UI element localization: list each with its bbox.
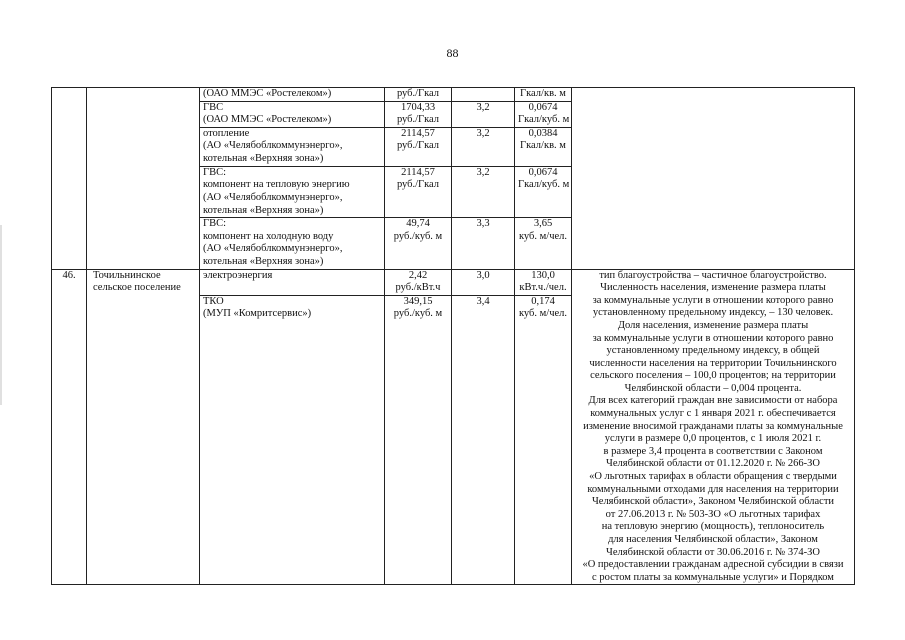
cell-text-line: Численность населения, изменение размера платы bbox=[600, 282, 826, 294]
cell-text-line: (ОАО ММЭС «Ростелеком») bbox=[203, 88, 332, 99]
cell-text-line: с ростом платы за коммунальные услуги» и Порядком bbox=[592, 571, 834, 583]
service-cell bbox=[200, 127, 385, 166]
cell-text-line: коммунальных услуг с 1 января 2021 г. обеспечивается bbox=[590, 408, 836, 420]
cell-text-line: котельная «Верхняя зона») bbox=[203, 204, 324, 216]
cell-text-line: сельское поселение bbox=[93, 282, 181, 294]
table-row bbox=[52, 88, 855, 102]
index-cell: 3,4 bbox=[452, 295, 515, 585]
cell-text-line: коммунальными отходами для населения на территории bbox=[587, 483, 839, 495]
volume-cell bbox=[515, 88, 572, 102]
cell-text-line: котельная «Верхняя зона») bbox=[203, 255, 324, 267]
cell-text-line: сельского поселения – 100,0 процентов; на территории bbox=[590, 370, 836, 382]
index-cell: 3,0 bbox=[452, 269, 515, 295]
cell-text-line: Челябинской области», Законом Челябинской области bbox=[591, 496, 835, 508]
cell-text-line: Гкал/куб. м bbox=[518, 179, 570, 191]
cell-text-line: руб./куб. м bbox=[393, 308, 443, 320]
cell-text-line: 3,65 bbox=[533, 218, 553, 230]
cell-text-line: отопление bbox=[203, 127, 250, 139]
cell-text-line: электроэнергия bbox=[203, 269, 273, 281]
service-cell bbox=[200, 88, 385, 102]
volume-cell bbox=[515, 269, 572, 295]
cell-text-line: 49,74 bbox=[406, 218, 430, 230]
cell-text-line: компонент на тепловую энергию bbox=[203, 179, 350, 191]
price-cell bbox=[385, 88, 452, 102]
index-cell: 3,2 bbox=[452, 101, 515, 127]
cell-text-line: Челябинской области от 01.12.2020 г. № 266-ЗО bbox=[606, 458, 820, 470]
cell-text-line: Точильнинское bbox=[93, 269, 161, 281]
cell-text-line: куб. м/чел. bbox=[518, 230, 568, 242]
service-cell bbox=[200, 218, 385, 269]
volume-cell bbox=[515, 218, 572, 269]
cell-text-line: установленному предельному индексу, – 130 человек. bbox=[592, 307, 834, 319]
cell-text-line: Челябинской области от 30.06.2016 г. № 374-ЗО bbox=[606, 546, 820, 558]
cell-text-line: от 27.06.2013 г. № 503-ЗО «О льготных тарифах bbox=[605, 508, 821, 520]
page-number: 88 bbox=[446, 46, 459, 60]
cell-text-line: Доля населения, изменение размера платы bbox=[617, 319, 809, 331]
cell-text-line: (АО «Челябоблкоммунэнерго», bbox=[203, 140, 343, 152]
cell-text-line: ГВС: bbox=[203, 166, 226, 178]
cell-text-line: руб./Гкал bbox=[396, 140, 440, 152]
cell-text-line: ТКО bbox=[203, 295, 224, 307]
cell-text-line: (ОАО ММЭС «Ростелеком») bbox=[203, 114, 332, 126]
scan-edge-shadow bbox=[0, 225, 2, 405]
cell-text-line: (АО «Челябоблкоммунэнерго», bbox=[203, 243, 343, 255]
price-cell bbox=[385, 127, 452, 166]
price-cell bbox=[385, 101, 452, 127]
cell-text-line: 0,0674 bbox=[528, 166, 558, 178]
table-row bbox=[52, 269, 855, 295]
price-cell bbox=[385, 166, 452, 217]
note-cell bbox=[572, 88, 855, 270]
cell-text-line: Гкал/кв. м bbox=[520, 88, 566, 99]
cell-text-line: Челябинской области – 0,004 процента. bbox=[624, 382, 802, 394]
cell-text-line: руб./Гкал bbox=[396, 114, 440, 126]
row-number-cell: 46. bbox=[52, 269, 87, 585]
cell-text-line: кВт.ч./чел. bbox=[519, 282, 567, 294]
cell-text-line: руб./кВт.ч bbox=[395, 282, 441, 294]
service-cell bbox=[200, 101, 385, 127]
price-cell bbox=[385, 295, 452, 585]
cell-text-line: численности населения на территории Точильнинского bbox=[589, 357, 837, 369]
cell-text-line: руб./Гкал bbox=[396, 88, 440, 99]
index-cell: 3,3 bbox=[452, 218, 515, 269]
settlement-cell bbox=[87, 269, 200, 585]
cell-text-line: ГВС: bbox=[203, 218, 226, 230]
cell-text-line: в размере 3,4 процента в соответствии с Законом bbox=[603, 445, 823, 457]
cell-text-line: 0,174 bbox=[531, 295, 555, 307]
tariff-table bbox=[51, 87, 855, 585]
volume-cell bbox=[515, 295, 572, 585]
cell-text-line: руб./Гкал bbox=[396, 179, 440, 191]
cell-text-line: на тепловую энергию (мощность), теплоноситель bbox=[601, 521, 825, 533]
index-cell bbox=[452, 88, 515, 102]
price-cell bbox=[385, 218, 452, 269]
cell-text-line: Гкал/кв. м bbox=[520, 140, 566, 152]
service-cell bbox=[200, 295, 385, 585]
service-cell bbox=[200, 269, 385, 295]
cell-text-line: 130,0 bbox=[531, 269, 555, 281]
cell-text-line: руб./куб. м bbox=[393, 230, 443, 242]
cell-text-line: установленному предельному индексу, в общей bbox=[606, 345, 820, 357]
cell-text-line: «О предоставлении гражданам адресной субсидии в связи bbox=[582, 559, 844, 571]
cell-text-line: изменение вносимой гражданами платы за коммунальные bbox=[583, 420, 843, 432]
cell-text-line: (АО «Челябоблкоммунэнерго», bbox=[203, 191, 343, 203]
price-cell bbox=[385, 269, 452, 295]
cell-text-line: 2114,57 bbox=[401, 166, 435, 178]
volume-cell bbox=[515, 127, 572, 166]
note-cell bbox=[572, 269, 855, 585]
cell-text-line: за коммунальные услуги в отношении которого равно bbox=[592, 332, 834, 344]
cell-text-line: тип благоустройства – частичное благоустройство. bbox=[599, 269, 827, 281]
cell-text-line: Для всех категорий граждан вне зависимости от набора bbox=[588, 395, 838, 407]
cell-text-line: 1704,33 bbox=[400, 101, 436, 113]
cell-text-line: 0,0384 bbox=[528, 127, 558, 139]
cell-text-line: компонент на холодную воду bbox=[203, 230, 334, 242]
volume-cell bbox=[515, 101, 572, 127]
cell-text-line: 0,0674 bbox=[528, 101, 558, 113]
volume-cell bbox=[515, 166, 572, 217]
cell-text-line: 2114,57 bbox=[401, 127, 435, 139]
cell-text-line: «О льготных тарифах в области обращения с твердыми bbox=[589, 471, 837, 483]
settlement-cell bbox=[87, 88, 200, 270]
cell-text-line: куб. м/чел. bbox=[518, 308, 568, 320]
cell-text-line: (МУП «Комритсервис») bbox=[203, 308, 312, 320]
cell-text-line: услуги в размере 0,0 процентов, с 1 июля 2021 г. bbox=[604, 433, 822, 445]
cell-text-line: котельная «Верхняя зона») bbox=[203, 152, 324, 164]
cell-text-line: за коммунальные услуги в отношении которого равно bbox=[592, 294, 834, 306]
index-cell: 3,2 bbox=[452, 127, 515, 166]
service-cell bbox=[200, 166, 385, 217]
index-cell: 3,2 bbox=[452, 166, 515, 217]
cell-text-line: 2,42 bbox=[408, 269, 428, 281]
row-number-cell bbox=[52, 88, 87, 270]
tariff-table-body bbox=[52, 88, 855, 585]
cell-text-line: 349,15 bbox=[403, 295, 433, 307]
cell-text-line: Гкал/куб. м bbox=[518, 114, 570, 126]
cell-text-line: ГВС bbox=[203, 101, 224, 113]
cell-text-line: для населения Челябинской области», Законом bbox=[608, 534, 818, 545]
